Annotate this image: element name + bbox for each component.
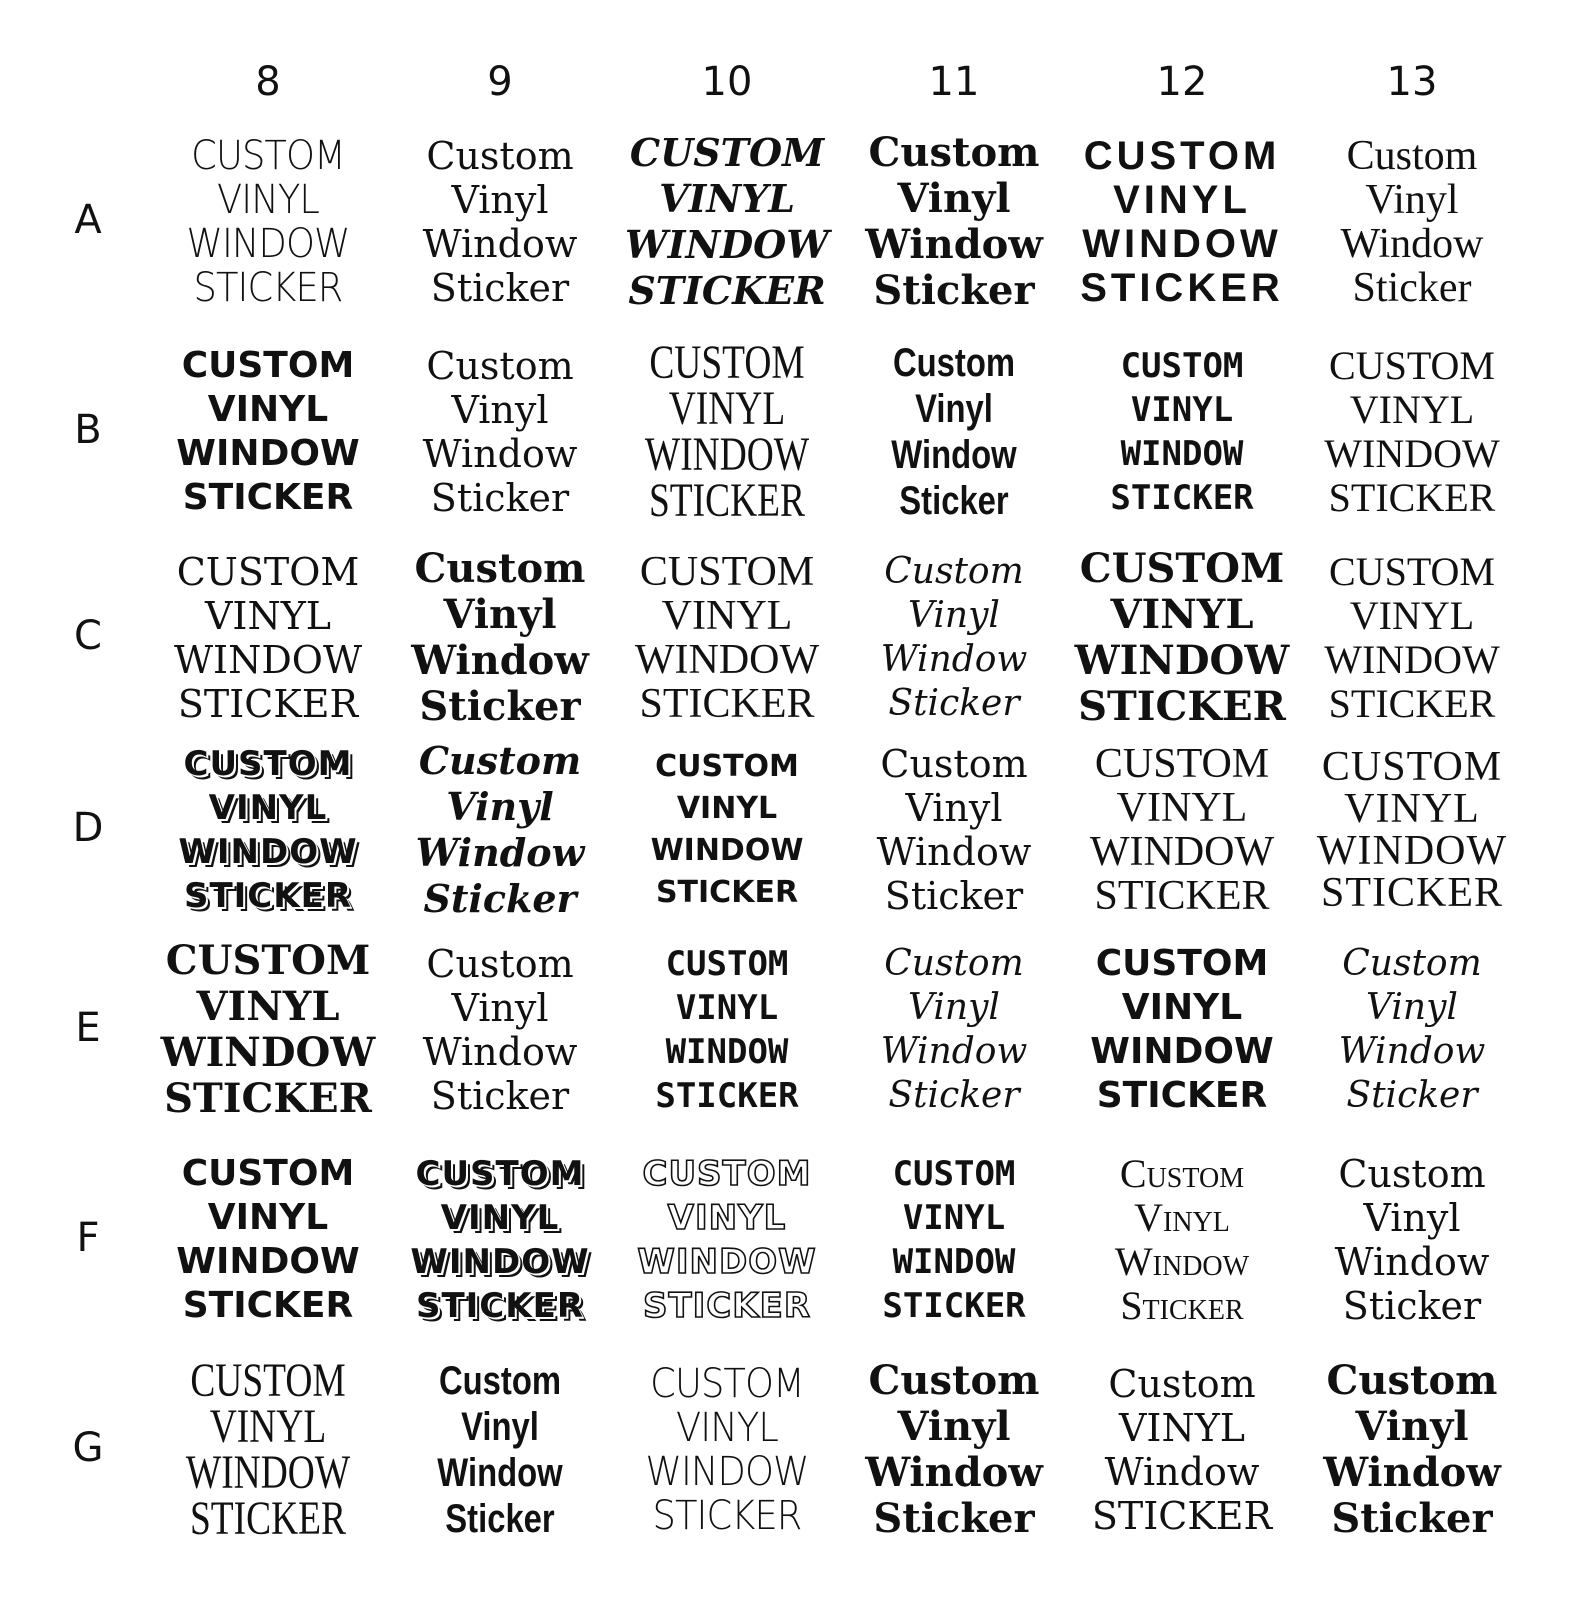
sample-line: WINDOW [1324,637,1500,682]
font-sample-f9 [387,1148,613,1332]
sample-line: Custom [1326,1357,1498,1404]
sample-line: Sticker [884,874,1024,918]
row-label: C [74,613,102,659]
font-sample-b12 [1069,340,1295,524]
sample-line: WINDOW [1074,637,1290,684]
row-label: E [75,1005,101,1051]
sample-line: WINDOW [1089,829,1275,875]
font-sample-b8 [155,340,381,524]
sample-line: STICKER [183,876,353,916]
font-sample-c11 [841,546,1067,730]
sample-line: Window [1334,1240,1490,1284]
sample-line: Sticker [419,683,581,730]
sample-line: Window [1323,1449,1501,1496]
sample-line: STICKER [182,1285,354,1326]
sample-line: Custom [1342,943,1482,984]
sample-line: Sticker [1352,265,1472,311]
sample-line: CUSTOM [415,1154,585,1194]
font-sample-e9 [387,938,613,1122]
sample-line: Window [880,639,1028,680]
column-label: 13 [1386,59,1438,105]
sample-line: Window [865,1449,1043,1496]
font-sample-e11 [841,938,1067,1122]
sample-line: CUSTOM [181,1153,355,1194]
sample-line: VINYL [1113,178,1251,222]
sample-line: Vinyl [446,784,554,829]
sample-line: VINYL [1344,786,1480,832]
font-sample-e12 [1069,938,1295,1122]
sample-line: WINDOW [186,221,350,267]
sample-line: CUSTOM [650,1361,804,1407]
font-sample-g11 [841,1358,1067,1542]
font-sample-f8 [155,1148,381,1332]
font-sample-f11 [841,1148,1067,1332]
sample-line: WINDOW [644,428,810,481]
sample-line: VINYL [1349,387,1475,432]
sample-line: WINDOW [176,433,360,474]
sample-line: WINDOW [1120,434,1244,474]
font-sample-e10 [614,938,840,1122]
sample-line: Window [1340,221,1484,267]
font-sample-c12 [1069,546,1295,730]
sample-line: WINDOW [185,1446,351,1499]
sample-line: CUSTOM [1321,744,1503,790]
font-sample-a8 [164,130,372,314]
font-sample-a13 [1299,130,1525,314]
sample-line: STICKER [639,681,815,727]
sample-line: VINYL [440,1198,560,1238]
column-label: 9 [487,59,513,105]
sample-line: Window [1338,1031,1486,1072]
sample-line: STICKER [177,682,359,726]
sample-line: WINDOW [1090,1031,1274,1072]
sample-line: CUSTOM [1329,549,1495,594]
sample-line: STICKER [1078,683,1286,730]
sample-line: Sticker [1342,1284,1482,1328]
sample-line: CUSTOM [1094,741,1270,787]
row-label: B [74,407,102,453]
sample-line: VINYL [661,593,793,639]
column-label: 11 [928,59,980,105]
sample-line: Sticker [423,876,577,921]
sample-line: STICKER [1320,870,1503,916]
font-sample-e13 [1299,938,1525,1122]
sample-line: STICKER [1091,1494,1273,1538]
sample-line: STICKER [882,1286,1026,1326]
font-sample-d10 [614,738,840,922]
sample-line: Vinyl [908,595,1000,636]
sample-line: Vinyl [451,178,549,222]
column-label: 12 [1156,59,1208,105]
sample-line: STICKER [648,474,805,527]
sample-line: VINYL [676,791,778,826]
sample-line: VINYL [676,1405,778,1451]
row-label: D [72,805,104,851]
font-sample-g10 [623,1358,831,1542]
sample-line: Vinyl [451,986,549,1030]
sample-line: STICKER [1080,266,1284,310]
sample-line: WINDOW [1316,828,1508,874]
sample-line: WINDOW [178,832,358,872]
sample-line: CUSTOM [639,549,815,595]
sample-line: Vinyl [451,388,549,432]
sample-line: WINDOW [665,1032,789,1072]
sample-line: CUSTOM [1095,943,1269,984]
sample-line: Sticker [430,476,570,520]
font-sample-c10 [614,546,840,730]
sample-line: VINYL [217,177,319,223]
font-sample-a10 [614,130,840,314]
sample-line: WINDOW [1324,431,1500,476]
font-sample-b13 [1299,340,1525,524]
font-sample-g13 [1299,1358,1525,1542]
sample-line: CUSTOM [1120,346,1244,386]
sample-line: Custom [868,1357,1040,1404]
font-sample-f10 [614,1148,840,1332]
sample-line: VINYL [208,788,328,828]
sample-line: CUSTOM [183,744,353,784]
sample-line: Sticker [873,267,1035,314]
sample-line: STICKER [189,1492,346,1545]
sample-line: WINDOW [174,638,362,682]
sample-line: Sticker [888,1075,1020,1116]
sample-line: VINYL [667,1198,787,1238]
sample-line: VINYL [902,1198,1006,1238]
sample-line: CUSTOM [649,336,805,389]
sample-line: CUSTOM [190,1354,346,1407]
sample-line: Window [876,830,1032,874]
sample-line: VINYL [1121,987,1243,1028]
font-sample-f13 [1299,1148,1525,1332]
sample-line: CUSTOM [1329,343,1495,388]
sample-line: Window [865,221,1043,268]
sample-line: Vinyl [1366,987,1458,1028]
sample-line: WINDOW [650,833,804,868]
row-label: A [74,197,102,243]
sample-line: Vinyl [1363,1196,1461,1240]
column-label: 10 [701,59,753,105]
sample-line: VINYL [209,1400,327,1453]
sample-line: CUSTOM [642,1154,812,1194]
sample-line: CUSTOM [629,130,825,175]
sample-line: VINYL [1118,1406,1246,1450]
column-label: 8 [255,59,281,105]
font-sample-d12 [1069,738,1295,922]
sample-line: VINYL [1116,785,1248,831]
sample-line: STICKER [415,1286,585,1326]
font-sample-f12 [1069,1148,1295,1332]
sample-line: VINYL [675,988,779,1028]
sample-line: Custom [1346,133,1478,179]
font-sample-c9 [387,546,613,730]
font-sample-a9 [387,130,613,314]
sample-line: Window [891,433,1017,477]
sample-line: Sticker [430,266,570,310]
sample-line: Window [1114,1239,1250,1284]
sample-line: Sticker [1331,1495,1493,1542]
sample-line: Custom [426,134,574,178]
sample-line: VINYL [1110,591,1254,638]
sample-line: Custom [418,738,582,783]
sample-line: STICKER [182,477,354,518]
sample-line: Sticker [888,683,1020,724]
sample-line: VINYL [207,389,329,430]
sample-line: STICKER [655,1076,799,1116]
sample-line: VINYL [204,594,332,638]
sample-line: WINDOW [176,1241,360,1282]
sample-line: CUSTOM [191,133,345,179]
sample-line: Vinyl [1355,1403,1469,1450]
sample-line: CUSTOM [655,749,799,784]
sample-line: Window [437,1451,563,1495]
sample-line: STICKER [1110,478,1254,518]
sample-line: Sticker [445,1497,555,1541]
sample-line: CUSTOM [892,1154,1016,1194]
sample-line: Custom [868,129,1040,176]
sample-line: STICKER [652,1493,802,1539]
row-label: F [76,1215,100,1261]
sample-line: CUSTOM [165,937,371,984]
sample-line: VINYL [659,176,795,221]
sample-line: Custom [884,943,1024,984]
sample-line: CUSTOM [1083,134,1281,178]
sample-line: VINYL [1349,593,1475,638]
sample-line: Custom [426,942,574,986]
sample-line: STICKER [1328,475,1496,520]
sample-line: Custom [414,545,586,592]
sample-line: VINYL [1130,390,1234,430]
sample-line: Sticker [1346,1075,1478,1116]
sample-line: CUSTOM [176,550,360,594]
sample-line: Vinyl [461,1405,539,1449]
font-sample-g12 [1069,1358,1295,1542]
sample-line: Sticker [899,479,1009,523]
sample-line: Custom [1108,1362,1256,1406]
sample-line: Custom [880,742,1028,786]
sample-line: Custom [426,344,574,388]
font-sample-c13 [1299,546,1525,730]
sample-line: WINDOW [645,1449,809,1495]
row-label: G [72,1425,104,1471]
sample-line: VINYL [196,983,340,1030]
sample-line: STICKER [628,268,826,313]
sample-line: Custom [1338,1152,1486,1196]
sample-line: STICKER [193,265,343,311]
sample-line: Window [422,1030,578,1074]
sample-line: CUSTOM [665,944,789,984]
font-sample-a11 [841,130,1067,314]
font-sample-g8 [180,1354,356,1545]
sample-line: Vinyl [897,1403,1011,1450]
sample-line: STICKER [1094,873,1270,919]
sample-line: Custom [1119,1151,1245,1196]
sample-line: Window [411,637,589,684]
sample-line: Sticker [873,1495,1035,1542]
sample-line: VINYL [668,382,786,435]
sample-line: Custom [438,1359,562,1403]
sample-line: STICKER [1328,681,1496,726]
sample-line: STICKER [164,1075,372,1122]
sample-line: Vinyl [1134,1195,1230,1240]
sample-line: Vinyl [443,591,557,638]
sample-line: WINDOW [625,222,829,267]
sample-line: Window [415,830,585,875]
sample-line: Vinyl [1365,177,1459,223]
sample-line: STICKER [642,1286,812,1326]
font-sample-b9 [387,340,613,524]
sample-line: Vinyl [905,786,1003,830]
sample-line: STICKER [1096,1075,1268,1116]
sample-line: STICKER [655,875,799,910]
sample-line: WINDOW [1082,222,1282,266]
sample-line: WINDOW [637,1242,817,1282]
sample-line: Vinyl [897,175,1011,222]
sample-line: Custom [884,551,1024,592]
font-sample-c8 [155,546,381,730]
font-sample-e8 [155,938,381,1122]
sample-line: Window [880,1031,1028,1072]
font-sample-b11 [861,340,1046,524]
sample-line: Sticker [1120,1283,1244,1328]
sample-line: Sticker [430,1074,570,1118]
font-sample-d9 [387,738,613,922]
sample-line: VINYL [207,1197,329,1238]
font-sample-b10 [639,336,815,527]
sample-line: WINDOW [892,1242,1016,1282]
font-sample-d13 [1299,738,1525,922]
sample-line: CUSTOM [181,345,355,386]
sample-line: Custom [892,341,1016,385]
sample-line: Window [422,222,578,266]
sample-line: Window [1104,1450,1260,1494]
sample-line: WINDOW [160,1029,376,1076]
sample-line: WINDOW [634,637,820,683]
sample-line: Vinyl [908,987,1000,1028]
sample-line: WINDOW [410,1242,590,1282]
font-sample-a12 [1069,130,1295,314]
font-sample-d8 [155,738,381,922]
sample-line: Vinyl [915,387,993,431]
sample-line: CUSTOM [1079,545,1285,592]
font-sample-g9 [407,1358,592,1542]
font-sample-d11 [841,738,1067,922]
sample-line: Window [422,432,578,476]
